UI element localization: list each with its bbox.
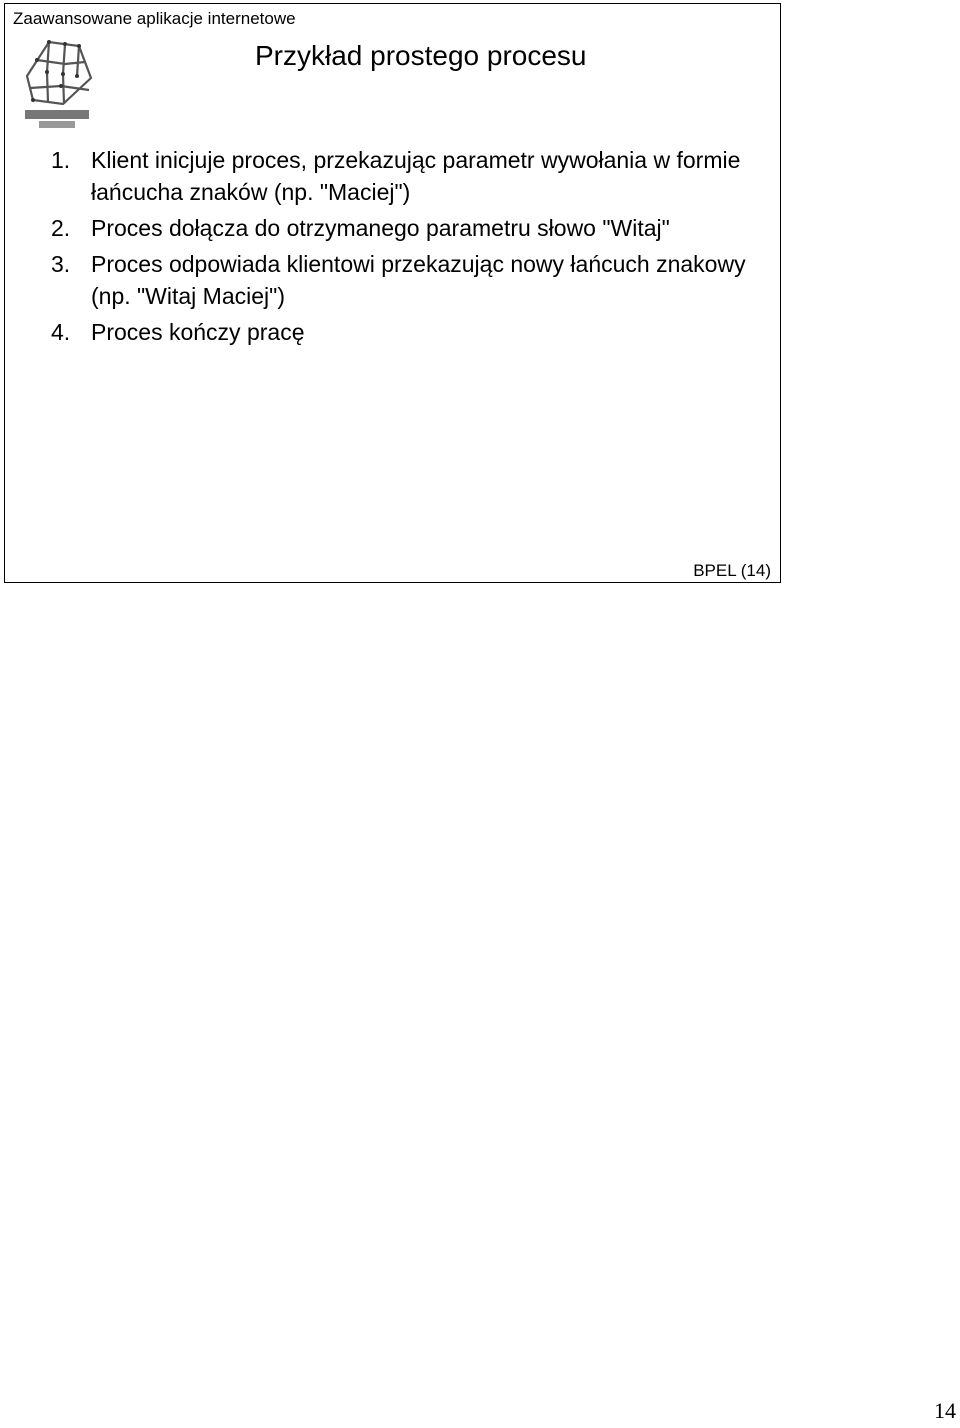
- process-steps-list: [51, 144, 751, 352]
- step-text: Klient inicjuje proces, przekazując parametr wywołania w formie łańcucha znaków (np. "Maciej"): [91, 147, 741, 205]
- step-text: Proces kończy pracę: [91, 319, 305, 345]
- university-grid-logo-icon: [17, 34, 97, 132]
- slide-title: Przykład prostego procesu: [255, 40, 587, 71]
- slide-frame: [4, 3, 781, 583]
- list-item: [51, 212, 751, 244]
- page-number: 14: [934, 1398, 956, 1423]
- step-number: 1.: [51, 147, 71, 173]
- list-item: [51, 144, 751, 208]
- slide-footer-label: BPEL (14): [693, 561, 771, 580]
- course-name: Zaawansowane aplikacje internetowe: [13, 9, 296, 28]
- step-text: Proces odpowiada klientowi przekazując nowy łańcuch znakowy (np. "Witaj Maciej"): [91, 251, 746, 309]
- step-number: 3.: [51, 251, 71, 277]
- step-text: Proces dołącza do otrzymanego parametru słowo "Witaj": [91, 215, 670, 241]
- list-item: [51, 248, 751, 312]
- step-number: 2.: [51, 215, 71, 241]
- step-number: 4.: [51, 319, 71, 345]
- list-item: [51, 316, 751, 348]
